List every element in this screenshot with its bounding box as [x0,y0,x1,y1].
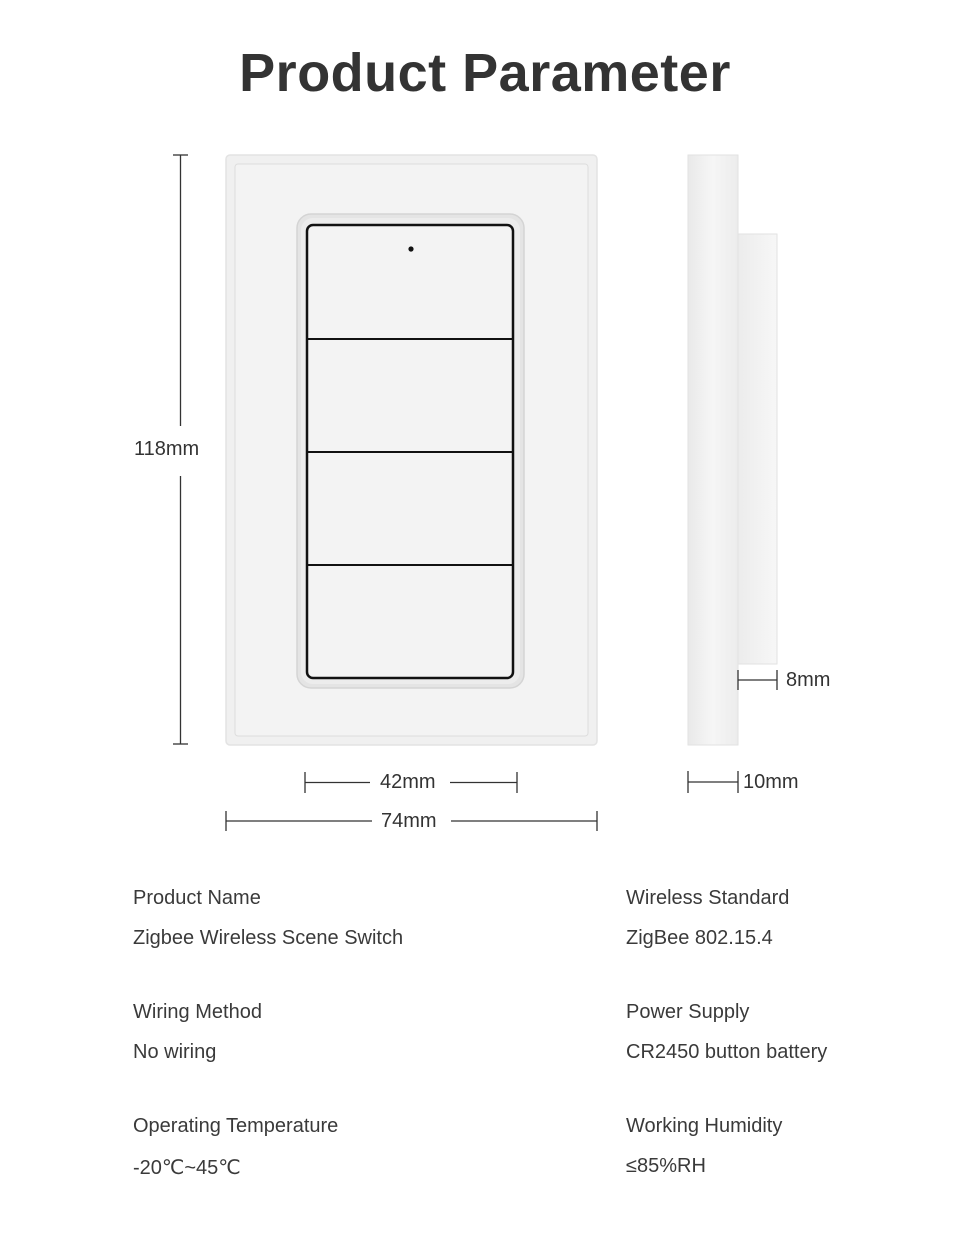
spec-label-power-supply: Power Supply [626,1001,750,1023]
spec-label-product-name: Product Name [133,887,261,909]
spec-label-operating-temperature: Operating Temperature [133,1115,339,1137]
height-dimension-label: 118mm [134,438,200,460]
side-plate [688,155,738,745]
side-view [688,155,777,745]
total-depth-dimension [688,771,738,793]
side-back-body [738,234,777,664]
back-depth-dimension-label: 8mm [786,669,831,691]
back-depth-dimension [738,670,777,690]
spec-label-wireless-standard: Wireless Standard [626,887,790,909]
spec-value-operating-temperature: -20℃~45℃ [133,1157,241,1179]
plate-width-dimension-label: 74mm [381,810,437,832]
spec-value-product-name: Zigbee Wireless Scene Switch [133,927,404,949]
page-title: Product Parameter [239,43,731,103]
front-view [226,155,597,745]
spec-value-power-supply: CR2450 button battery [626,1041,828,1063]
spec-value-wireless-standard: ZigBee 802.15.4 [626,927,773,949]
spec-value-wiring-method: No wiring [133,1041,217,1063]
led-indicator [408,246,413,251]
spec-label-working-humidity: Working Humidity [626,1115,783,1137]
spec-value-working-humidity: ≤85%RH [626,1155,706,1177]
spec-label-wiring-method: Wiring Method [133,1001,262,1023]
total-depth-dimension-label: 10mm [743,771,799,793]
button-width-dimension-label: 42mm [380,771,436,793]
